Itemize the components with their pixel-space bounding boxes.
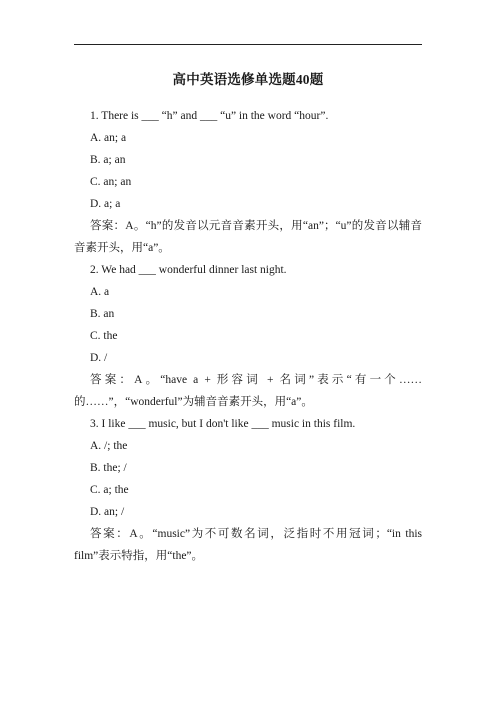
- option-b: B. a; an: [90, 154, 126, 166]
- header-rule: [74, 44, 422, 45]
- option-c: C. a; the: [90, 484, 129, 496]
- question-list: [74, 105, 422, 567]
- answer-explanation: 答案：A。“music”为不可数名词，泛指时不用冠词；“in this film”表示特指，用“the”。: [74, 528, 422, 562]
- option-d: D. an; /: [90, 506, 125, 518]
- option-d: D. /: [90, 352, 108, 364]
- document-title: 高中英语选修单选题40题: [172, 72, 324, 87]
- answer-explanation: 答案：A。“have a + 形容词 + 名词”表示“有一个……的……”，“wonderful”为辅音音素开头，用“a”。: [74, 374, 422, 408]
- answer-explanation: 答案：A。“h”的发音以元音音素开头，用“an”；“u”的发音以辅音音素开头，用“a”。: [74, 220, 422, 254]
- question-1: [74, 105, 422, 259]
- option-a: A. a: [90, 286, 110, 298]
- question-2: [74, 259, 422, 413]
- option-c: C. an; an: [90, 176, 132, 188]
- option-a: A. an; a: [90, 132, 127, 144]
- question-stem: 1. There is ___ “h” and ___ “u” in the word “hour”.: [90, 110, 329, 122]
- option-a: A. /; the: [90, 440, 128, 452]
- question-3: [74, 413, 422, 567]
- option-c: C. the: [90, 330, 118, 342]
- question-stem: 2. We had ___ wonderful dinner last night.: [90, 264, 287, 276]
- option-d: D. a; a: [90, 198, 121, 210]
- option-b: B. an: [90, 308, 115, 320]
- question-stem: 3. I like ___ music, but I don't like ___ music in this film.: [90, 418, 356, 430]
- option-b: B. the; /: [90, 462, 127, 474]
